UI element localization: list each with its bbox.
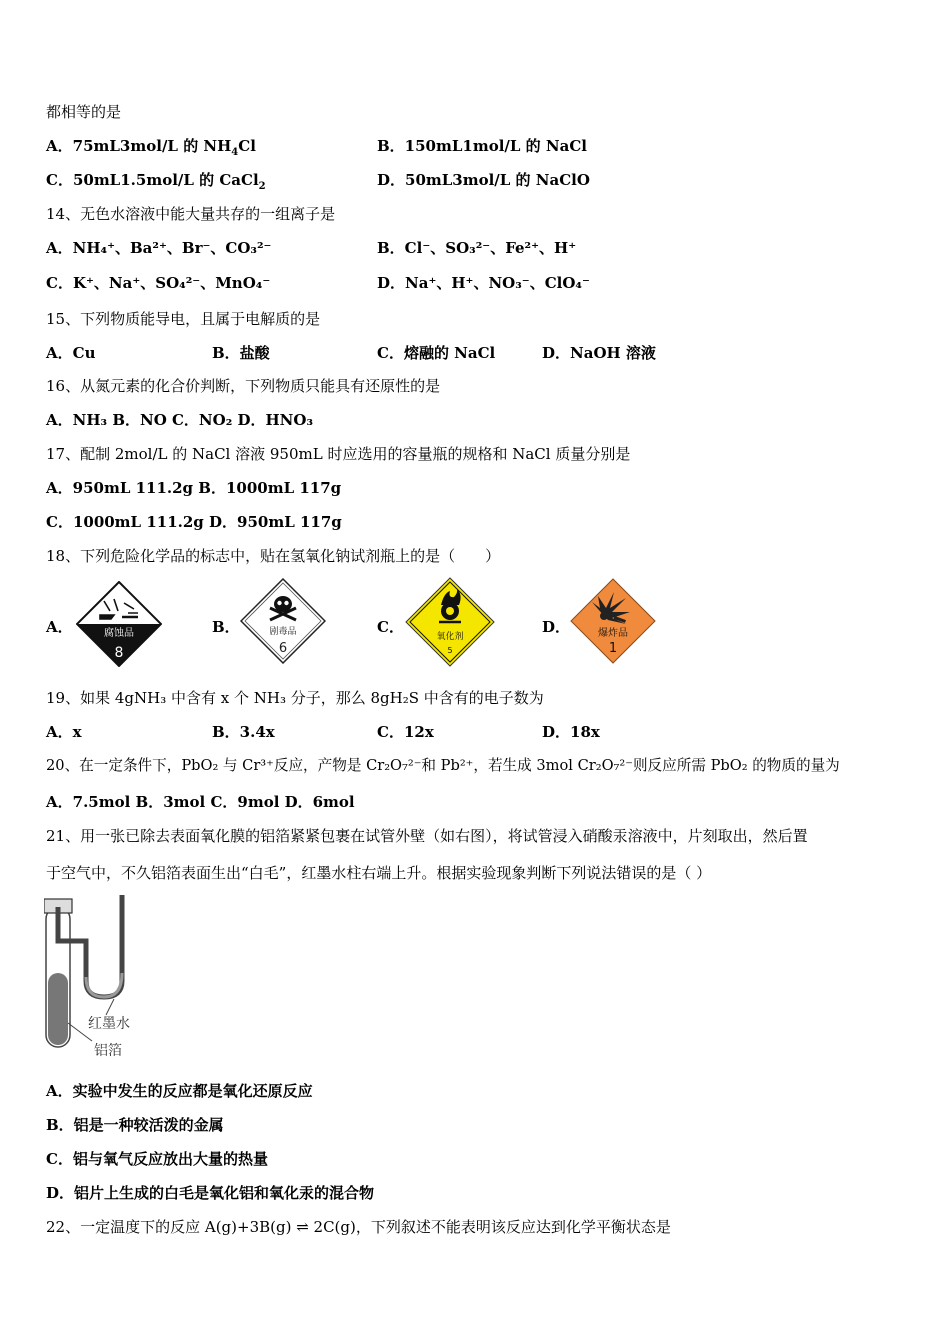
q13-option-b: B．150mL1mol/L 的 NaCl bbox=[377, 137, 587, 155]
oxidizer-sign-num: 5 bbox=[447, 646, 453, 655]
q19-option-a: A．x bbox=[46, 723, 82, 741]
q17-options-cd: C．1000mL 111.2g D．950mL 117g bbox=[46, 513, 342, 531]
corrosive-sign-text: 腐蚀品 bbox=[104, 628, 134, 639]
q21-option-a: A．实验中发生的反应都是氧化还原反应 bbox=[46, 1082, 313, 1100]
q15-option-d: D．NaOH 溶液 bbox=[542, 344, 656, 362]
figure-label-foil: 铝箔 bbox=[94, 1043, 122, 1059]
toxic-sign-text: 剧毒品 bbox=[269, 627, 297, 637]
oxidizer-sign-text: 氧化剂 bbox=[436, 632, 464, 642]
q21-stem-line2: 于空气中，不久铝箔表面生出“白毛”，红墨水柱右端上升。根据实验现象判断下列说法错误的是（ ） bbox=[46, 864, 712, 882]
q14-option-c: C．K⁺、Na⁺、SO₄²⁻、MnO₄⁻ bbox=[46, 274, 271, 292]
q15-option-b: B．盐酸 bbox=[212, 344, 270, 362]
q14-stem: 14、无色水溶液中能大量共存的一组离子是 bbox=[46, 205, 336, 223]
corrosive-sign bbox=[76, 581, 162, 667]
q15-stem: 15、下列物质能导电，且属于电解质的是 bbox=[46, 310, 321, 328]
toxic-sign-num: 6 bbox=[278, 641, 288, 656]
experiment-figure bbox=[44, 893, 144, 1061]
corrosive-sign-num: 8 bbox=[114, 645, 124, 661]
q13-stem-tail: 都相等的是 bbox=[46, 103, 122, 121]
q21-option-d: D．铝片上生成的白毛是氧化铝和氧化汞的混合物 bbox=[46, 1184, 375, 1202]
q18-label-b: B． bbox=[212, 618, 240, 636]
q18-label-d: D． bbox=[542, 618, 571, 636]
q19-stem: 19、如果 4gNH₃ 中含有 x 个 NH₃ 分子，那么 8gH₂S 中含有的电子数为 bbox=[46, 689, 544, 707]
q20-options: A．7.5mol B．3mol C．9mol D．6mol bbox=[46, 793, 355, 811]
q19-option-c: C．12x bbox=[377, 723, 434, 741]
q18-label-a: A． bbox=[46, 618, 73, 636]
q17-options-ab: A．950mL 111.2g B．1000mL 117g bbox=[46, 479, 342, 497]
explosive-sign bbox=[570, 578, 656, 664]
q17-stem: 17、配制 2mol/L 的 NaCl 溶液 950mL 时应选用的容量瓶的规格和 NaCl 质量分别是 bbox=[46, 445, 631, 463]
q16-stem: 16、从氮元素的化合价判断，下列物质只能具有还原性的是 bbox=[46, 377, 441, 395]
toxic-sign bbox=[240, 578, 326, 664]
q18-label-c: C． bbox=[377, 618, 404, 636]
q13-option-d: D．50mL3mol/L 的 NaClO bbox=[377, 171, 590, 189]
oxidizer-sign bbox=[405, 577, 495, 667]
q19-option-d: D．18x bbox=[542, 723, 600, 741]
q22-stem: 22、一定温度下的反应 A(g)+3B(g) ⇌ 2C(g)，下列叙述不能表明该反应达到化学平衡状态是 bbox=[46, 1218, 671, 1236]
red-ink-column bbox=[86, 973, 122, 997]
q13-option-a: A．75mL3mol/L 的 $NH_4Cl$ bbox=[46, 137, 256, 158]
q18-stem: 18、下列危险化学品的标志中，贴在氢氧化钠试剂瓶上的是（ ） bbox=[46, 547, 501, 565]
q14-option-d: D．Na⁺、H⁺、NO₃⁻、ClO₄⁻ bbox=[377, 274, 590, 292]
q19-option-b: B．3.4x bbox=[212, 723, 275, 741]
q21-option-c: C．铝与氧气反应放出大量的热量 bbox=[46, 1150, 268, 1168]
aluminum-foil bbox=[48, 973, 68, 1045]
q14-option-b: B．Cl⁻、SO₃²⁻、Fe²⁺、H⁺ bbox=[377, 239, 577, 257]
q21-stem-line1: 21、用一张已除去表面氧化膜的铝箔紧紧包裹在试管外壁（如右图），将试管浸入硝酸汞溶液中，片刻取出，然后置 bbox=[46, 827, 808, 845]
figure-label-red-ink: 红墨水 bbox=[88, 1016, 130, 1032]
q15-option-a: A．Cu bbox=[46, 344, 96, 362]
q15-option-c: C．熔融的 NaCl bbox=[377, 344, 496, 362]
explosive-sign-text: 爆炸品 bbox=[598, 628, 628, 639]
q16-options: A．NH₃ B．NO C．NO₂ D．HNO₃ bbox=[46, 411, 314, 429]
q20-stem: 20、在一定条件下，PbO₂ 与 Cr³⁺反应，产物是 Cr₂O₇²⁻和 Pb²⁺，若生成 3mol Cr₂O₇²⁻则反应所需 PbO₂ 的物质的量为 bbox=[46, 757, 840, 774]
q14-option-a: A．NH₄⁺、Ba²⁺、Br⁻、CO₃²⁻ bbox=[46, 239, 272, 257]
explosive-sign-num: 1 bbox=[608, 641, 618, 656]
q13-option-c: C．50mL1.5mol/L 的 CaCl$_2$ bbox=[46, 171, 266, 192]
q21-option-b: B．铝是一种较活泼的金属 bbox=[46, 1116, 224, 1134]
